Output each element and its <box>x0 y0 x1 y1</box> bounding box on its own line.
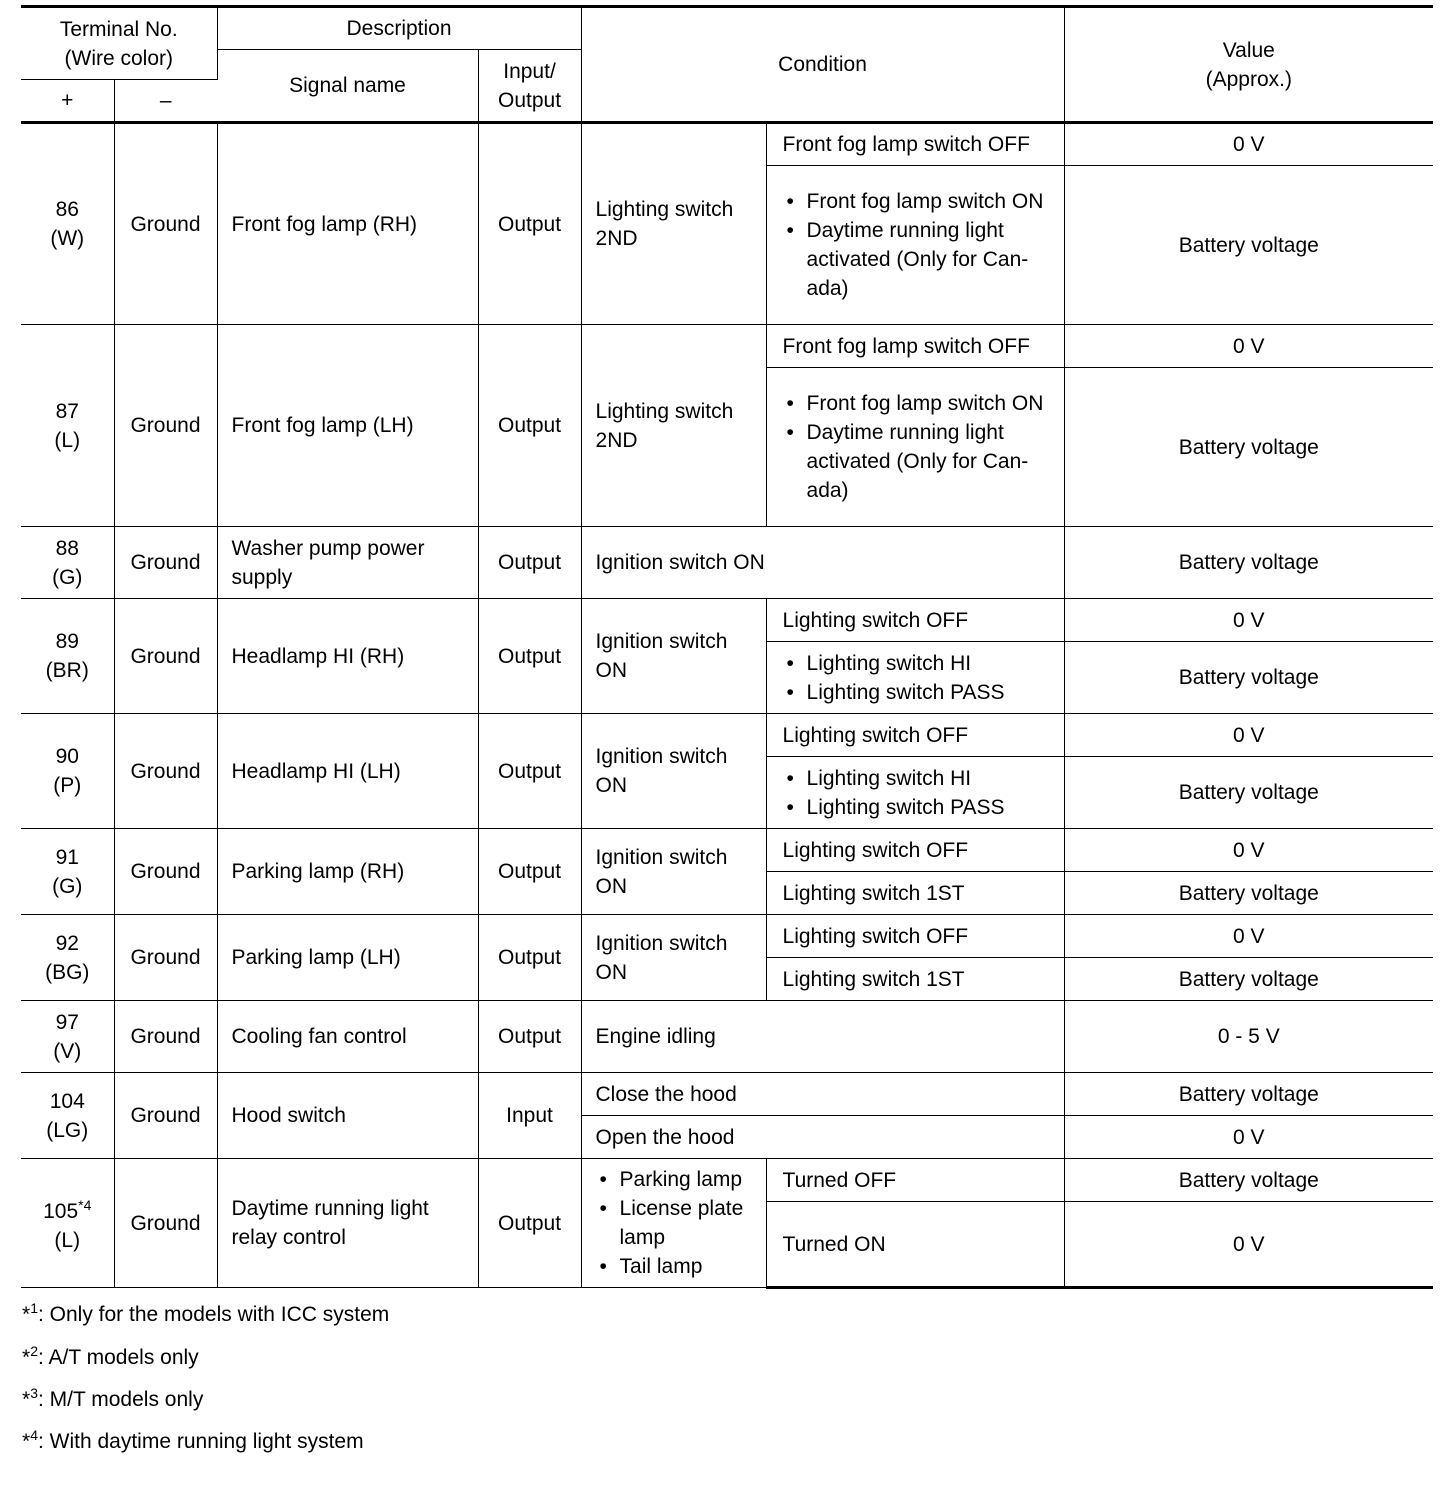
table-row <box>21 1001 1433 1073</box>
condition-sub: Lighting switch 1ST <box>766 958 1064 1001</box>
list-item: • Lighting switch PASS <box>783 793 1050 822</box>
condition-main: Ignition switch ON <box>581 599 766 714</box>
condition-main: Lighting switch 2ND <box>581 325 766 527</box>
value-cell: Battery voltage <box>1064 642 1433 714</box>
list-item: • Lighting switch HI <box>783 649 1050 678</box>
condition-main <box>581 1159 766 1288</box>
signal-name: Cooling fan control <box>217 1001 478 1073</box>
condition-main: Close the hood <box>581 1073 1064 1116</box>
footnote: *$^4$: With daytime running light system <box>22 1427 364 1453</box>
value-cell: 0 V <box>1064 915 1433 958</box>
ground-cell: Ground <box>114 527 217 599</box>
terminal-number: 92 (BG) <box>21 915 114 1001</box>
condition-sub: Lighting switch OFF <box>766 829 1064 872</box>
condition-sub <box>766 166 1064 325</box>
signal-name: Hood switch <box>217 1073 478 1159</box>
value-cell: Battery voltage <box>1064 757 1433 829</box>
signal-name: Parking lamp (LH) <box>217 915 478 1001</box>
table-row <box>21 527 1433 599</box>
condition-sub: Lighting switch OFF <box>766 714 1064 757</box>
condition-main: Ignition switch ON <box>581 527 1064 599</box>
value-cell: Battery voltage <box>1064 368 1433 527</box>
ground-cell: Ground <box>114 1159 217 1288</box>
io-cell: Output <box>478 1159 581 1288</box>
terminal-number: 89 (BR) <box>21 599 114 714</box>
value-cell: 0 V <box>1064 123 1433 166</box>
io-cell: Output <box>478 527 581 599</box>
ground-cell: Ground <box>114 714 217 829</box>
list-item: • Tail lamp <box>596 1252 752 1281</box>
io-cell: Output <box>478 599 581 714</box>
value-cell: Battery voltage <box>1064 1159 1433 1202</box>
condition-main: Ignition switch ON <box>581 714 766 829</box>
terminal-table <box>21 5 1433 1289</box>
minus-header: – <box>114 80 217 123</box>
list-item: • Lighting switch PASS <box>783 678 1050 707</box>
signal-name: Daytime running light relay control <box>217 1159 478 1288</box>
value-cell: 0 V <box>1064 599 1433 642</box>
io-cell: Output <box>478 829 581 915</box>
value-cell: Battery voltage <box>1064 1073 1433 1116</box>
io-cell: Output <box>478 325 581 527</box>
plus-header: + <box>21 80 114 123</box>
condition-main: Engine idling <box>581 1001 1064 1073</box>
ground-cell: Ground <box>114 1073 217 1159</box>
list-item: • Front fog lamp switch ON <box>783 389 1050 418</box>
table-row <box>21 599 1433 642</box>
condition-sub <box>766 757 1064 829</box>
condition-main: Lighting switch 2ND <box>581 123 766 325</box>
value-cell: 0 V <box>1064 714 1433 757</box>
signal-name: Headlamp HI (RH) <box>217 599 478 714</box>
description-header: Description <box>217 7 581 50</box>
value-cell: Battery voltage <box>1064 872 1433 915</box>
footnote-mark: *4 <box>78 1197 92 1213</box>
list-item: • Front fog lamp switch ON <box>783 187 1050 216</box>
ground-cell: Ground <box>114 829 217 915</box>
condition-sub: Lighting switch 1ST <box>766 872 1064 915</box>
signal-name: Washer pump power supply <box>217 527 478 599</box>
ground-cell: Ground <box>114 123 217 325</box>
terminal-number: 88 (G) <box>21 527 114 599</box>
ground-cell: Ground <box>114 1001 217 1073</box>
table-row <box>21 829 1433 872</box>
io-cell: Output <box>478 123 581 325</box>
input-output-header: Input/ Output <box>478 50 581 123</box>
condition-sub <box>766 368 1064 527</box>
list-item: • Daytime running light activated (Only for Can-ada) <box>783 418 1050 505</box>
io-cell: Output <box>478 915 581 1001</box>
value-cell: 0 V <box>1064 1202 1433 1288</box>
terminal-no-header: Terminal No. (Wire color) <box>21 7 217 80</box>
table-row <box>21 915 1433 958</box>
signal-name-header: Signal name <box>217 50 478 123</box>
condition-sub: Turned ON <box>766 1202 1064 1288</box>
ground-cell: Ground <box>114 325 217 527</box>
condition-sub: Turned OFF <box>766 1159 1064 1202</box>
signal-name: Parking lamp (RH) <box>217 829 478 915</box>
list-item: • License plate lamp <box>596 1194 752 1252</box>
signal-name: Front fog lamp (LH) <box>217 325 478 527</box>
terminal-number: 97 (V) <box>21 1001 114 1073</box>
io-cell: Input <box>478 1073 581 1159</box>
table-row <box>21 123 1433 166</box>
ground-cell: Ground <box>114 599 217 714</box>
io-cell: Output <box>478 1001 581 1073</box>
condition-sub <box>766 642 1064 714</box>
footnote: *$^2$: A/T models only <box>22 1343 199 1369</box>
terminal-number: 105$^{*4}$ (L) <box>21 1159 114 1288</box>
io-cell: Output <box>478 714 581 829</box>
list-item: • Lighting switch HI <box>783 764 1050 793</box>
value-cell: 0 V <box>1064 325 1433 368</box>
condition-main: Ignition switch ON <box>581 915 766 1001</box>
condition-main: Ignition switch ON <box>581 829 766 915</box>
ground-cell: Ground <box>114 915 217 1001</box>
footnote: *$^3$: M/T models only <box>22 1385 204 1411</box>
value-cell: Battery voltage <box>1064 527 1433 599</box>
value-cell: 0 V <box>1064 1116 1433 1159</box>
value-header: Value (Approx.) <box>1064 7 1433 123</box>
condition-main: Open the hood <box>581 1116 1064 1159</box>
value-cell: 0 - 5 V <box>1064 1001 1433 1073</box>
signal-name: Front fog lamp (RH) <box>217 123 478 325</box>
condition-header: Condition <box>581 7 1064 123</box>
table-row <box>21 325 1433 368</box>
condition-sub: Lighting switch OFF <box>766 915 1064 958</box>
value-cell: 0 V <box>1064 829 1433 872</box>
list-item: • Daytime running light activated (Only for Can-ada) <box>783 216 1050 303</box>
table-row <box>21 1073 1433 1116</box>
table-row <box>21 714 1433 757</box>
terminal-number: 104 (LG) <box>21 1073 114 1159</box>
terminal-number: 87 (L) <box>21 325 114 527</box>
terminal-number: 86 (W) <box>21 123 114 325</box>
value-cell: Battery voltage <box>1064 958 1433 1001</box>
terminal-number: 91 (G) <box>21 829 114 915</box>
condition-sub: Lighting switch OFF <box>766 599 1064 642</box>
table-row <box>21 1159 1433 1202</box>
list-item: • Parking lamp <box>596 1165 752 1194</box>
terminal-number: 90 (P) <box>21 714 114 829</box>
condition-sub: Front fog lamp switch OFF <box>766 123 1064 166</box>
condition-sub: Front fog lamp switch OFF <box>766 325 1064 368</box>
value-cell: Battery voltage <box>1064 166 1433 325</box>
signal-name: Headlamp HI (LH) <box>217 714 478 829</box>
footnote: *$^1$: Only for the models with ICC system <box>22 1300 390 1326</box>
